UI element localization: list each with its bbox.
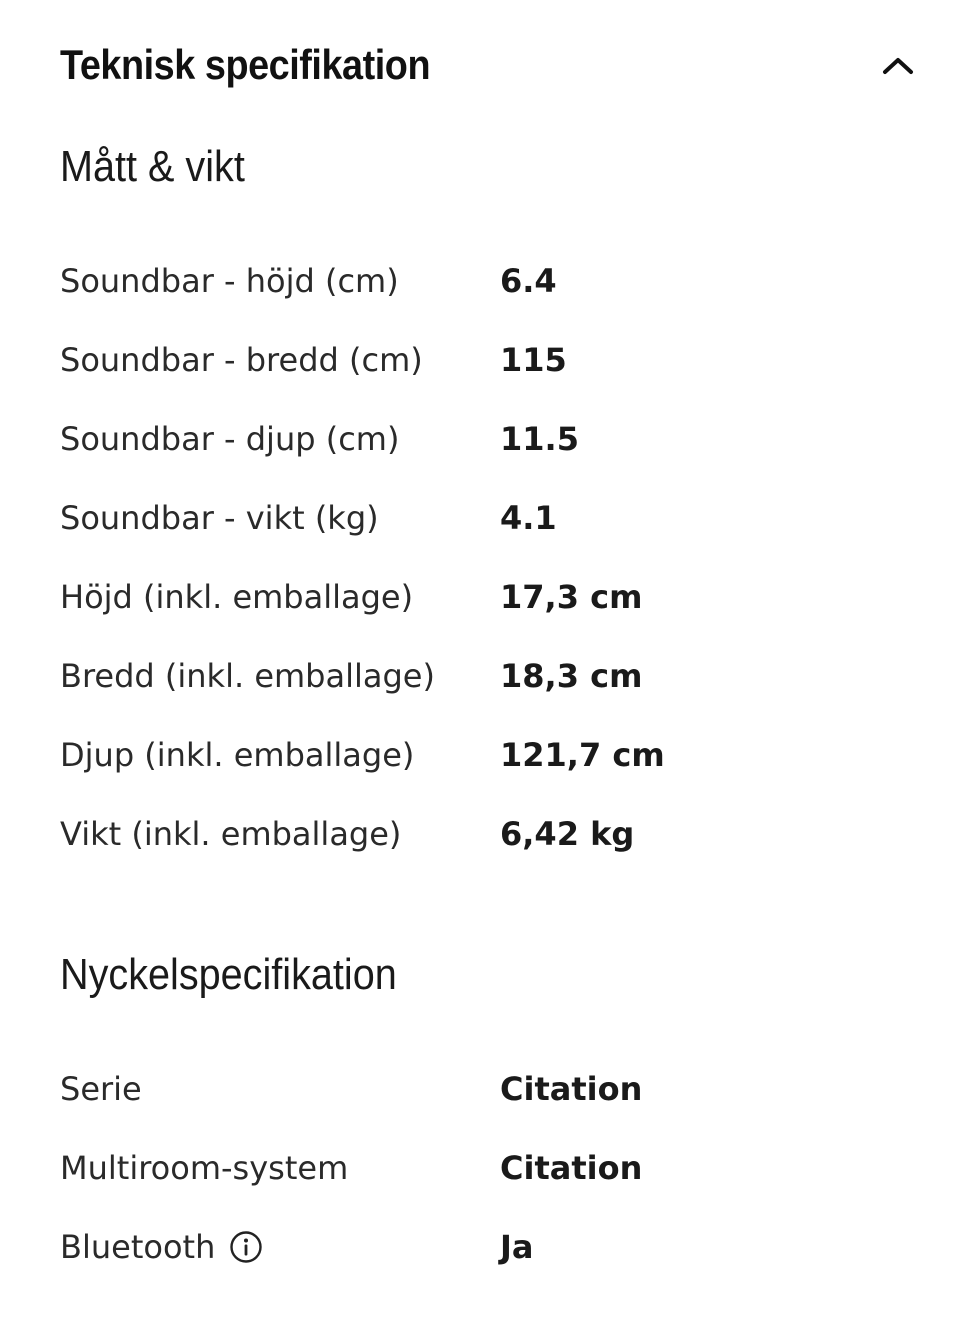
spec-value: Citation [500, 1148, 643, 1187]
spec-row [60, 1207, 920, 1286]
spec-label: Soundbar - bredd (cm) [60, 340, 423, 379]
spec-label: Multiroom-system [60, 1148, 349, 1187]
spec-row [60, 399, 920, 478]
spec-row [60, 478, 920, 557]
spec-value: 11.5 [500, 419, 579, 458]
spec-value: 4.1 [500, 498, 557, 537]
spec-label: Vikt (inkl. emballage) [60, 814, 402, 853]
spec-row [60, 715, 920, 794]
spec-row [60, 636, 920, 715]
spec-label: Serie [60, 1069, 142, 1108]
accordion-title: Teknisk specifikation [60, 41, 431, 88]
section-title-key-specs: Nyckelspecifikation [60, 950, 397, 999]
spec-value: 6.4 [500, 261, 557, 300]
spec-row [60, 320, 920, 399]
spec-label-with-info [60, 1228, 500, 1266]
spec-value: 17,3 cm [500, 577, 643, 616]
chevron-up-icon [881, 55, 915, 75]
spec-value: 121,7 cm [500, 735, 665, 774]
spec-value: 18,3 cm [500, 656, 643, 695]
spec-value: Ja [500, 1227, 534, 1266]
spec-row [60, 557, 920, 636]
spec-value: Citation [500, 1069, 643, 1108]
spec-label: Soundbar - djup (cm) [60, 419, 400, 458]
spec-label: Djup (inkl. emballage) [60, 735, 415, 774]
spec-label: Soundbar - höjd (cm) [60, 261, 399, 300]
spec-row [60, 1049, 920, 1128]
spec-row [60, 241, 920, 320]
spec-value: 6,42 kg [500, 814, 635, 853]
spec-row [60, 794, 920, 873]
info-icon[interactable] [229, 1230, 263, 1264]
spec-label: Höjd (inkl. emballage) [60, 577, 414, 616]
spec-list-key-specs [60, 1049, 920, 1286]
spec-label-text: Bluetooth [60, 1227, 216, 1266]
spec-label: Soundbar - vikt (kg) [60, 498, 379, 537]
accordion-header[interactable] [60, 30, 910, 100]
collapse-button[interactable] [874, 41, 922, 89]
spec-value: 115 [500, 340, 567, 379]
spec-list-dimensions [60, 241, 920, 873]
spec-label: Bredd (inkl. emballage) [60, 656, 435, 695]
section-title-dimensions: Mått & vikt [60, 142, 245, 191]
spec-row [60, 1128, 920, 1207]
